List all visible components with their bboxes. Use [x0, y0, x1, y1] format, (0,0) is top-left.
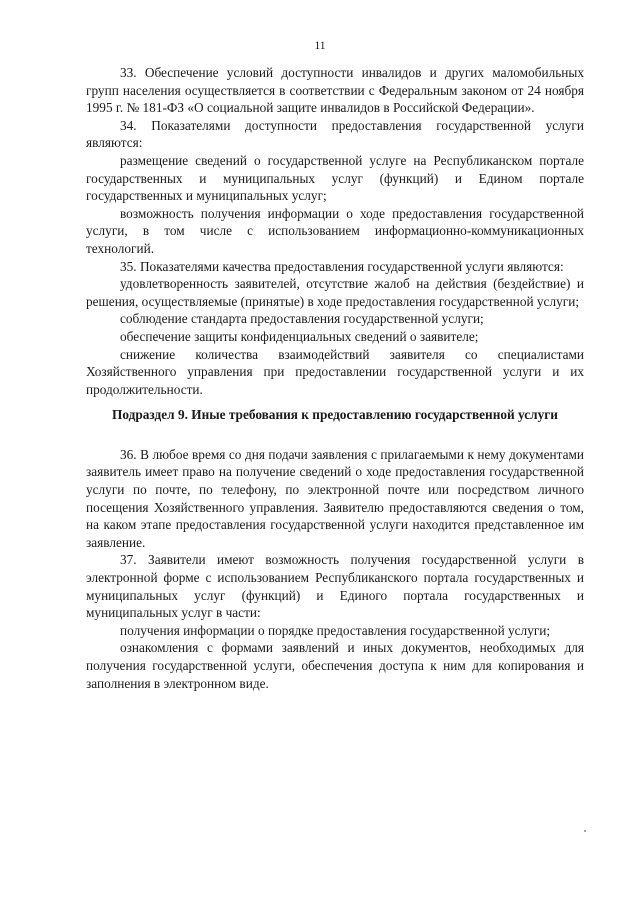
paragraph-35-item-satisfaction: удовлетворенность заявителей, отсутствие жалоб на действия (бездействие) и решения, осуществляемые (принятые) в ходе предоставления государственной услуги; [86, 276, 584, 309]
document-body [86, 64, 584, 692]
paragraph-37: 37. Заявители имеют возможность получения государственной услуги в электронной форме с использованием Республиканского портала государственных и муниципальных услуг (функций) и Единого портала государственных и муниципальных услуг в части: [86, 552, 584, 621]
paragraph-35-item-standard: соблюдение стандарта предоставления государственной услуги; [120, 311, 484, 327]
paragraph-36: 36. В любое время со дня подачи заявления с прилагаемыми к нему документами заявитель имеет право на получение сведений о ходе предоставления государственной услуги по почте, по телефону, по электронной почте или посредством личного посещения Хозяйственного управления. Заявителю предоставляются сведения о том, на каком этапе предоставления государственной услуги находится представленное им заявление. [86, 446, 584, 550]
section-gap [86, 424, 584, 446]
paragraph-37-item-info: получения информации о порядке предоставления государственной услуги; [120, 622, 551, 638]
paragraph-34: 34. Показателями доступности предоставления государственной услуги являются: [86, 117, 584, 151]
paragraph-35: 35. Показателями качества предоставления государственной услуги являются: [120, 258, 564, 274]
paragraph-37-item-forms: ознакомления с формами заявлений и иных документов, необходимых для получения государственной услуги, обеспечения доступа к ним для копирования и заполнения в электронном виде. [86, 640, 584, 691]
paragraph-33: 33. Обеспечение условий доступности инвалидов и других маломобильных групп населения осуществляется в соответствии с Федеральным законом от 24 ноября 1995 г. № 181-ФЗ «О социальной защите инвалидов в Российской Федерации». [86, 65, 584, 116]
section-heading: Подраздел 9. Иные требования к предоставлению государственной услуги [112, 407, 558, 423]
page-number: 11 [314, 40, 326, 52]
paragraph-35-item-confidentiality: обеспечение защиты конфиденциальных сведений о заявителе; [120, 328, 479, 344]
paragraph-34-item-portal: размещение сведений о государственной услуге на Республиканском портале государственных и муниципальных услуг (функций) и Едином портале государственных и муниципальных услуг; [86, 152, 584, 204]
paragraph-34-item-info: возможность получения информации о ходе предоставления государственной услуги, в том числе с использованием информационно-коммуникационных технологий. [86, 205, 584, 256]
scan-speck [584, 830, 586, 832]
paragraph-35-item-interactions: снижение количества взаимодействий заявителя со специалистами Хозяйственного управления при предоставлении государственной услуги и их продолжительности. [86, 346, 584, 397]
